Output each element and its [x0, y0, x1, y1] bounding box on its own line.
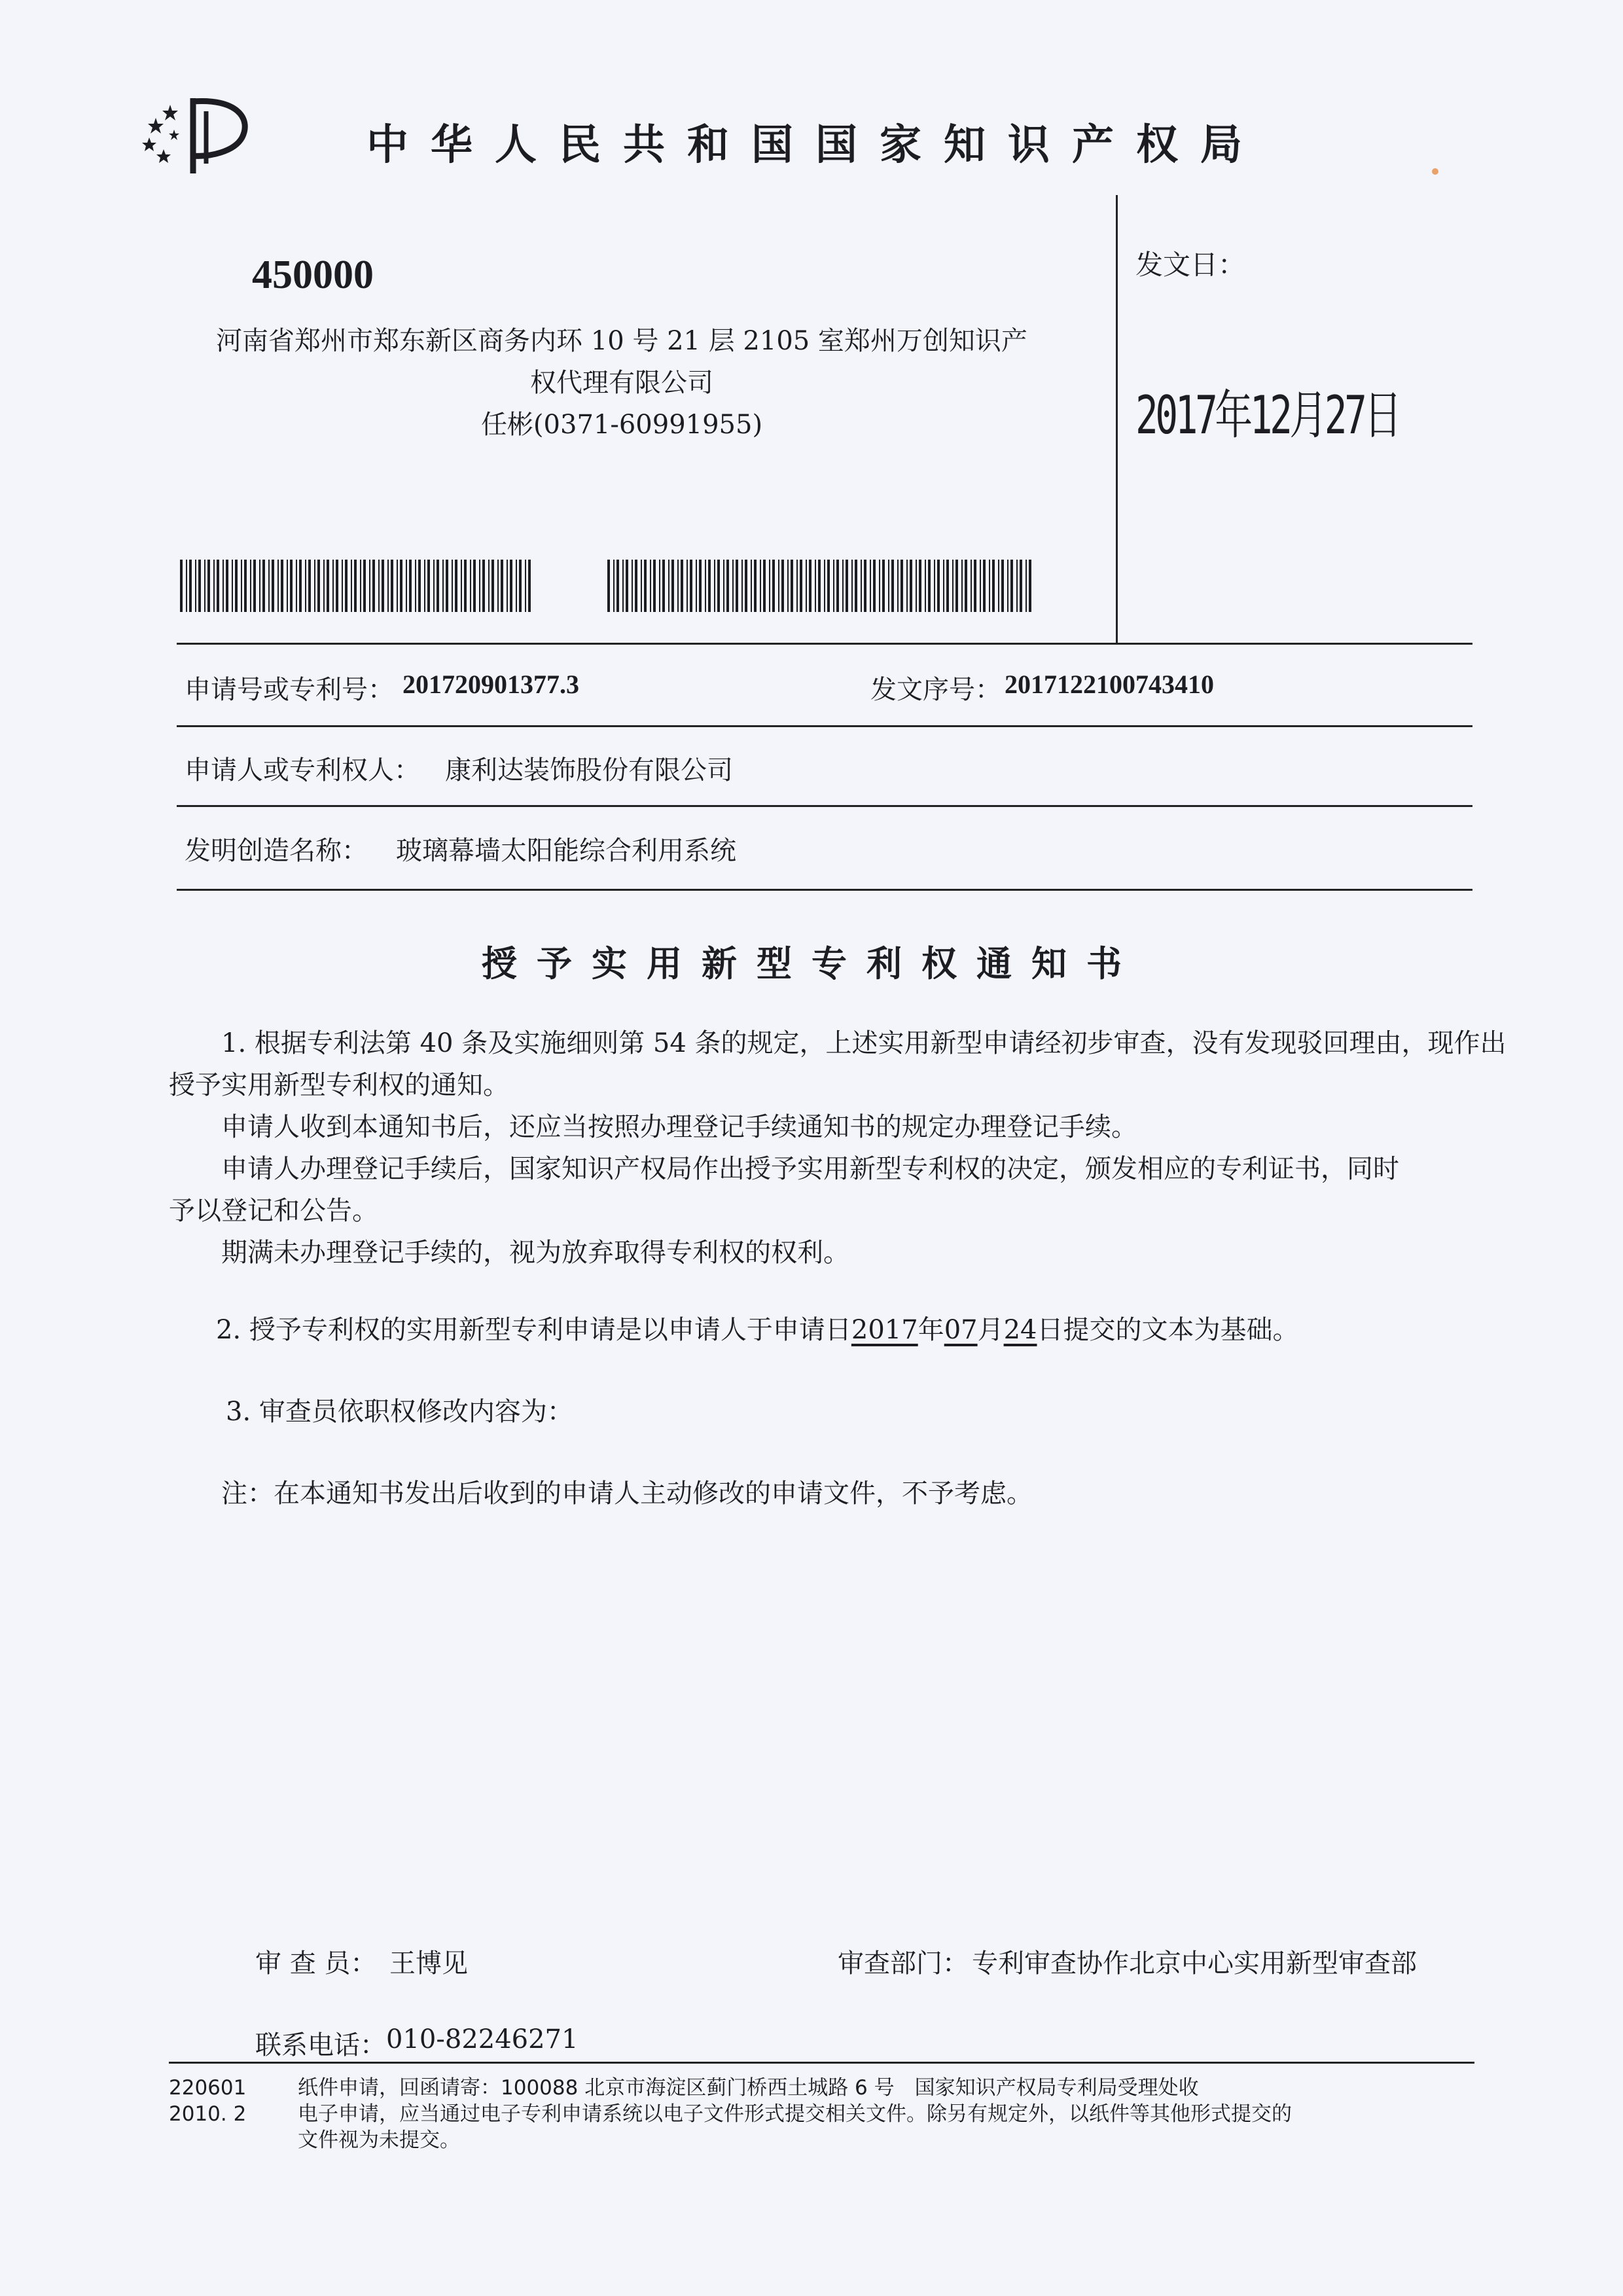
applicant-label: 申请人或专利权人： [185, 755, 420, 785]
phone-number: 010-82246271 [386, 2024, 579, 2054]
paragraph-3-line2: 予以登记和公告。 [169, 1196, 378, 1226]
examiner-name: 王博见 [389, 1948, 468, 1979]
issue-date-label: 发文日： [1135, 249, 1246, 281]
issue-date-stamp: 2017年12月27日 [1135, 385, 1399, 446]
barcode-left [180, 560, 533, 612]
phone-label: 联系电话： [255, 2030, 386, 2060]
form-code: 220601 [169, 2076, 247, 2100]
ink-stain [1432, 168, 1438, 175]
filing-month: 07 [944, 1315, 978, 1345]
document-number: 2017122100743410 [1005, 670, 1214, 699]
barcode-right [607, 560, 1033, 612]
header-divider-vertical [1116, 195, 1118, 643]
invention-title: 玻璃幕墙太阳能综合利用系统 [396, 836, 736, 866]
recipient-address-line1: 河南省郑州市郑东新区商务内环 10 号 21 层 2105 室郑州万创知识产 [216, 326, 1027, 356]
note: 注：在本通知书发出后收到的申请人主动修改的申请文件，不予考虑。 [221, 1479, 1033, 1509]
notice-title: 授予实用新型专利权通知书 [482, 943, 1141, 984]
cnipa-logo [137, 92, 268, 177]
paragraph-1-line1: 1. 根据专利法第 40 条及实施细则第 54 条的规定，上述实用新型申请经初步审查，没有发现驳回理由，现作出 [221, 1028, 1507, 1058]
section-3-examiner-changes: 3. 审查员依职权修改内容为： [226, 1397, 573, 1427]
department-label: 审查部门： [838, 1948, 969, 1979]
field-divider [177, 725, 1472, 727]
paragraph-4: 期满未办理登记手续的，视为放弃取得专利权的权利。 [221, 1238, 849, 1268]
footer-divider [169, 2062, 1474, 2064]
invention-title-label: 发明创造名称： [185, 836, 368, 866]
postcode: 450000 [252, 253, 374, 297]
footer-electronic-instruction: 电子申请，应当通过电子专利申请系统以电子文件形式提交相关文件。除另有规定外，以纸件等其他形式提交的 [298, 2102, 1292, 2126]
field-divider [177, 889, 1472, 891]
paragraph-1-line2: 授予实用新型专利权的通知。 [169, 1070, 509, 1100]
field-divider [177, 805, 1472, 807]
office-name-heading: 中华人民共和国国家知识产权局 [366, 121, 1264, 170]
recipient-contact: 任彬(0371-60991955) [480, 410, 763, 440]
filing-day: 24 [1003, 1315, 1037, 1345]
application-number-label: 申请号或专利号： [185, 675, 394, 705]
application-number: 201720901377.3 [402, 670, 579, 699]
department-name: 专利审查协作北京中心实用新型审查部 [972, 1948, 1417, 1979]
examiner-label: 审 查 员： [255, 1948, 377, 1979]
footer-electronic-instruction-cont: 文件视为未提交。 [298, 2128, 460, 2152]
form-version: 2010. 2 [169, 2102, 247, 2126]
paragraph-2: 申请人收到本通知书后，还应当按照办理登记手续通知书的规定办理登记手续。 [221, 1112, 1137, 1142]
filing-year: 2017 [851, 1315, 918, 1345]
section-2-filing-basis: 2. 授予专利权的实用新型专利申请是以申请人于申请日2017年07月24日提交的文本为基础。 [216, 1315, 1299, 1345]
header-divider-bottom [177, 643, 1472, 645]
footer-mail-instruction: 纸件申请，回函请寄：100088 北京市海淀区蓟门桥西土城路 6 号 国家知识产权局专利局受理处收 [298, 2076, 1199, 2100]
paragraph-3-line1: 申请人办理登记手续后，国家知识产权局作出授予实用新型专利权的决定，颁发相应的专利证书，同时 [221, 1154, 1399, 1184]
applicant-name: 康利达装饰股份有限公司 [445, 755, 733, 785]
recipient-address-line2: 权代理有限公司 [530, 368, 713, 398]
document-number-label: 发文序号： [870, 675, 1001, 705]
